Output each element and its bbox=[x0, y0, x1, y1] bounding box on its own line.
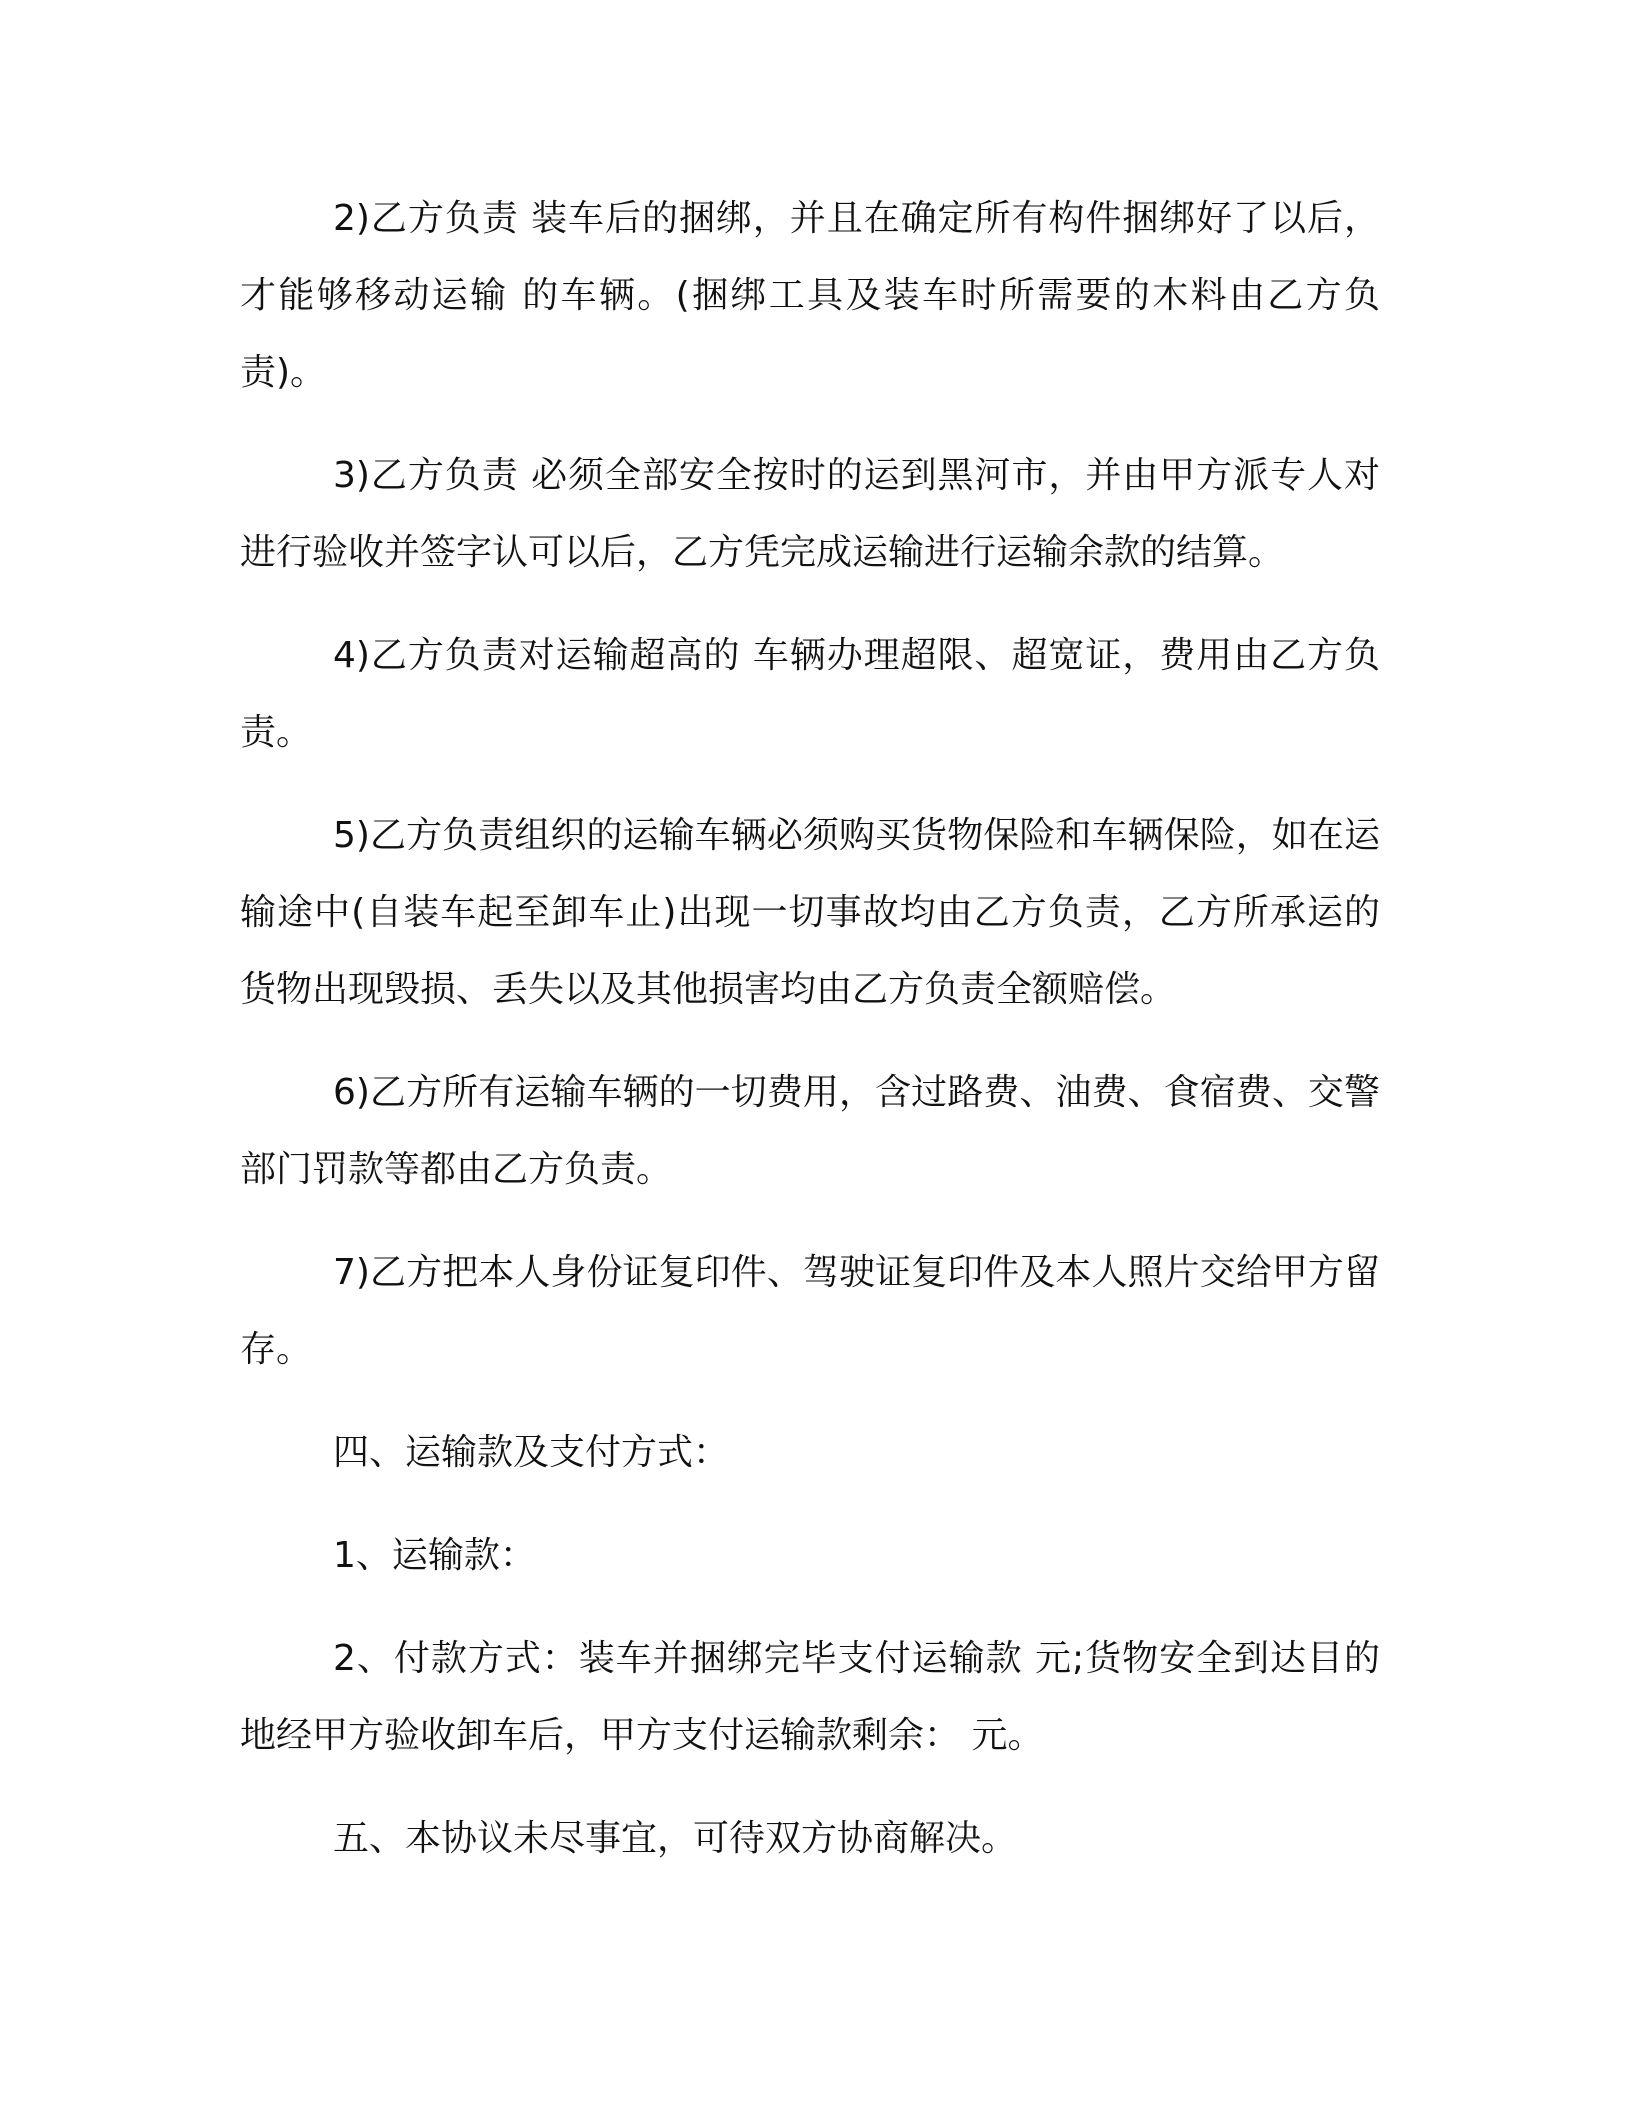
section-4-heading: 四、运输款及支付方式： bbox=[333, 1432, 730, 1473]
section-4-item-2: 2、付款方式：装车并捆绑完毕支付运输款 元;货物安全到达目的地经甲方验收卸车后，甲方支付运输款剩余： 元。 bbox=[240, 1638, 1380, 1756]
document-body bbox=[240, 180, 1380, 1903]
clause-7-documents: 7)乙方把本人身份证复印件、驾驶证复印件及本人照片交给甲方留存。 bbox=[240, 1252, 1380, 1370]
clause-2-binding: 2)乙方负责 装车后的捆绑，并且在确定所有构件捆绑好了以后，才能够移动运输 的车辆。(捆绑工具及装车时所需要的木料由乙方负责)。 bbox=[240, 198, 1380, 393]
clause-5-insurance: 5)乙方负责组织的运输车辆必须购买货物保险和车辆保险，如在运输途中(自装车起至卸车止)出现一切事故均由乙方负责，乙方所承运的货物出现毁损、丢失以及其他损害均由乙方负责全额赔偿。 bbox=[240, 815, 1380, 1010]
clause-3-delivery: 3)乙方负责 必须全部安全按时的运到黑河市，并由甲方派专人对进行验收并签字认可以后，乙方凭完成运输进行运输余款的结算。 bbox=[240, 455, 1380, 573]
clause-6-expenses: 6)乙方所有运输车辆的一切费用，含过路费、油费、食宿费、交警部门罚款等都由乙方负责。 bbox=[240, 1072, 1380, 1190]
section-4-item-1: 1、运输款： bbox=[333, 1535, 536, 1576]
clause-4-permits: 4)乙方负责对运输超高的 车辆办理超限、超宽证，费用由乙方负责。 bbox=[240, 635, 1380, 753]
section-5-heading: 五、本协议未尽事宜，可待双方协商解决。 bbox=[333, 1818, 1018, 1859]
